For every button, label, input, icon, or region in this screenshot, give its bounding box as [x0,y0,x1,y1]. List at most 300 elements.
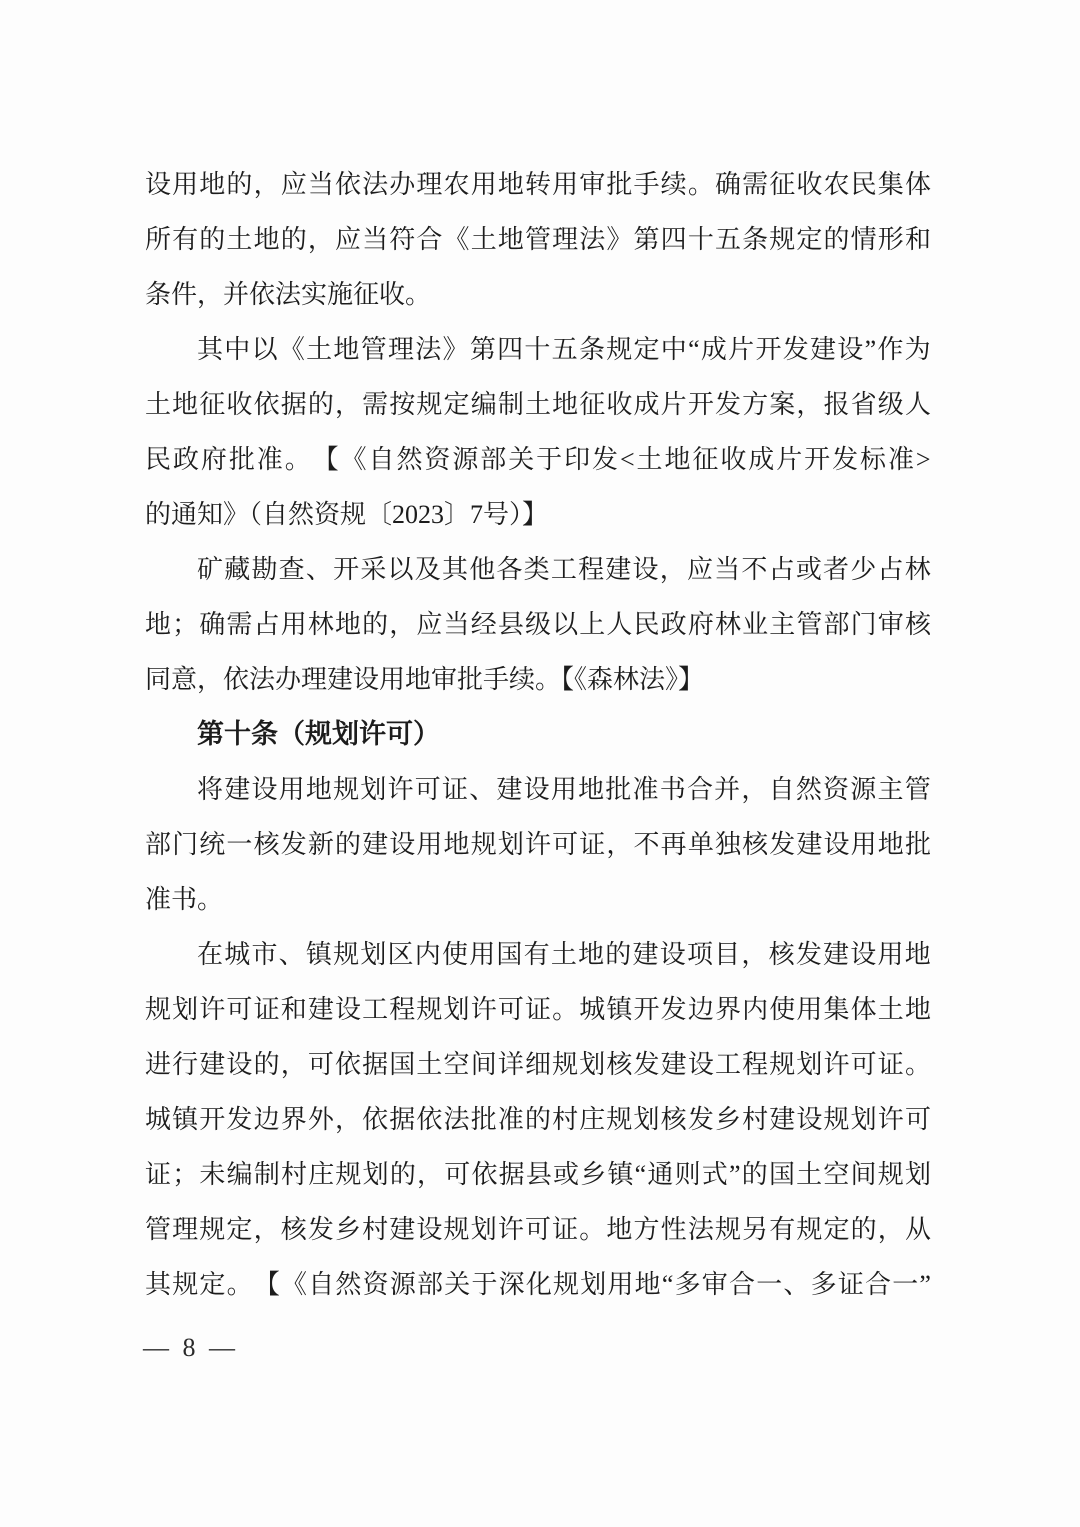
char: 政 [172,445,199,474]
char: 《 [340,445,367,474]
char: 进 [145,1050,172,1079]
char: 土 [524,390,551,419]
char: 案 [769,390,796,419]
char: 省 [850,390,877,419]
char: 批 [606,170,633,199]
char: 地 [199,170,226,199]
char: 标 [860,445,887,474]
char: 发 [832,445,859,474]
char: 级 [877,390,904,419]
char: 的 [199,225,226,254]
char: 国 [389,1050,416,1079]
char: 印 [564,445,591,474]
char: 民 [145,445,172,474]
char: 县 [497,610,524,639]
char: ， [334,1105,361,1134]
char: 开 [804,445,831,474]
char: 多 [674,1270,701,1299]
char: 条 [578,335,605,364]
char: 可 [524,1215,551,1244]
char: 式 [701,1160,728,1189]
char: 建 [660,1050,687,1079]
char: 设 [416,1215,443,1244]
char: 关 [508,445,535,474]
char: ， [606,830,633,859]
char: 开 [333,555,360,584]
char: 规 [552,1050,579,1079]
char: 土 [636,445,663,474]
char: 为 [904,335,931,364]
char: ” [729,1160,741,1189]
char: 建 [389,1215,416,1244]
char: ， [389,610,416,639]
char: 《 [281,1270,308,1299]
char: 细 [524,1050,551,1079]
char: 当 [362,225,389,254]
char: 用 [877,940,904,969]
char: 可 [904,1105,931,1134]
char: 府 [687,610,714,639]
char: 划 [497,830,524,859]
char: 规 [199,1215,226,1244]
char: 地 [904,995,931,1024]
char: 的 [253,1050,280,1079]
char: 按 [389,390,416,419]
char: 不 [633,830,660,859]
char: 上 [579,610,606,639]
char: 《 [278,335,305,364]
char: 主 [877,775,904,804]
char: 规 [877,1160,904,1189]
char: 类 [523,555,550,584]
char: ， [334,390,361,419]
char: 收 [606,390,633,419]
char: 有 [769,1215,796,1244]
char: 定 [443,390,470,419]
char: 设 [850,940,877,969]
char: 规 [470,830,497,859]
char: 划 [360,775,387,804]
char: 空 [443,1050,470,1079]
char: 制 [253,1160,280,1189]
char: 民 [850,170,877,199]
char: 四 [660,225,687,254]
char: 条 [742,225,769,254]
char: 建 [307,995,334,1024]
char: 地 [497,170,524,199]
char: ” [864,335,877,364]
char: 成 [633,390,660,419]
char: 【 [253,1270,280,1299]
char: 边 [253,1105,280,1134]
char: 政 [660,610,687,639]
char: 收 [226,390,253,419]
char: 以 [387,555,414,584]
char: 设 [145,170,172,199]
char: 人 [606,610,633,639]
char: 合 [686,775,713,804]
char: 五 [714,225,741,254]
char: 许 [497,1215,524,1244]
char: 地 [664,445,691,474]
footer-page-number: — 8 — [143,1333,235,1362]
char: 规 [606,1105,633,1134]
char: 用 [280,610,307,639]
char: 的 [524,1105,551,1134]
char: 发 [280,830,307,859]
char: 林 [904,555,931,584]
char: 、 [783,1270,810,1299]
char: 门 [172,830,199,859]
char: 收 [796,170,823,199]
char: 土 [877,995,904,1024]
char: 镇 [172,1105,199,1134]
char: 合 [865,1270,892,1299]
char: 和 [280,995,307,1024]
char: 征 [199,390,226,419]
char: 体 [850,995,877,1024]
char: 续 [660,170,687,199]
char: 规 [769,1050,796,1079]
char: 并 [714,775,741,804]
char: 工 [362,995,389,1024]
text-line [145,927,931,982]
char: 发 [633,1050,660,1079]
char: 于 [536,445,563,474]
char: 地 [877,830,904,859]
char: 城 [145,1105,172,1134]
char: 可 [226,995,253,1024]
char: 发 [714,390,741,419]
char: 庄 [308,1160,335,1189]
char: 划 [904,1160,931,1189]
char: 或 [795,555,822,584]
char: 规 [823,1105,850,1134]
text-line [145,157,931,212]
char: 审 [877,610,904,639]
char: 征 [692,445,719,474]
char: 土 [470,225,497,254]
char: 在 [197,940,224,969]
char: 需 [362,390,389,419]
char: 依 [471,1160,498,1189]
char: 中 [224,335,251,364]
char: 法 [443,1105,470,1134]
char: 主 [769,610,796,639]
char: 核 [253,830,280,859]
char: 第 [633,225,660,254]
char: 发 [307,1215,334,1244]
char: 确 [714,170,741,199]
text-line [145,597,931,652]
char: 区 [387,940,414,969]
char: 多 [810,1270,837,1299]
char: 城 [579,995,606,1024]
char: 五 [551,335,578,364]
char: 理 [416,170,443,199]
char: 新 [307,830,334,859]
char: 部 [480,445,507,474]
char: 庄 [579,1105,606,1134]
char: 空 [823,1160,850,1189]
char: 审 [579,170,606,199]
char: 资 [424,445,451,474]
char: 城 [224,940,251,969]
char: ， [253,170,280,199]
char: 划 [580,1270,607,1299]
char: 。 [284,445,311,474]
char: 》 [606,225,633,254]
char: > [915,445,931,474]
char: 自 [368,445,395,474]
article-heading: 第十条（规划许可） [197,719,440,749]
char: 源 [452,445,479,474]
char: 开 [687,390,714,419]
char: 批 [228,445,255,474]
char: 以 [251,335,278,364]
char: 用 [278,775,305,804]
char: 规 [333,775,360,804]
char: 设 [632,555,659,584]
char: 源 [850,775,877,804]
char: 可 [497,995,524,1024]
char: 集 [823,995,850,1024]
char: 程 [742,1050,769,1079]
char: 地 [578,775,605,804]
char: “ [634,1160,647,1189]
char: 地 [305,775,332,804]
char: 设 [837,335,864,364]
char: 自 [308,1270,335,1299]
char: 许 [387,775,414,804]
char: 发 [226,1105,253,1134]
text-line [145,322,931,377]
char: 建 [810,335,837,364]
char: 许 [470,995,497,1024]
text-line [145,1257,931,1312]
char: 发 [687,1105,714,1134]
char: 据 [280,390,307,419]
char: 规 [606,335,633,364]
char: 作 [877,335,904,364]
char: 设 [659,940,686,969]
char: 核 [742,830,769,859]
char: 定 [226,1215,253,1244]
char: 详 [497,1050,524,1079]
char: 证 [837,1270,864,1299]
text-line [145,1147,931,1202]
text-line: 同意，依法办理建设用地审批手续。【《森林法》】 [145,665,705,694]
char: 内 [414,940,441,969]
char: 设 [251,775,278,804]
char: 的 [389,1160,416,1189]
char: 地 [634,1270,661,1299]
char: 界 [714,995,741,1024]
char: 依 [334,170,361,199]
char: 管 [524,225,551,254]
char: 核 [768,940,795,969]
char: 界 [280,1105,307,1134]
char: 收 [720,445,747,474]
char: 经 [470,610,497,639]
char: 批 [605,775,632,804]
char: 规 [796,1215,823,1244]
char: 土 [306,335,333,364]
text-line: 准书。 [145,885,224,914]
char: 集 [877,170,904,199]
char: 独 [714,830,741,859]
char: 、 [278,940,305,969]
char: 土 [416,1050,443,1079]
char: 用 [607,1270,634,1299]
char: 管 [145,1215,172,1244]
char: 其 [145,1270,172,1299]
char: 少 [850,555,877,584]
char: 部 [145,830,172,859]
char: 的 [307,390,334,419]
char: 理 [552,225,579,254]
char: 的 [741,1160,768,1189]
char: 法 [415,335,442,364]
char: 证 [552,1215,579,1244]
char: 据 [498,1160,525,1189]
char: 程 [389,995,416,1024]
char: 【 [312,445,339,474]
char: 用 [416,830,443,859]
char: ， [307,225,334,254]
text-line [145,1092,931,1147]
char: 管 [360,335,387,364]
char: 人 [904,390,931,419]
char: 规 [416,995,443,1024]
char: 用 [552,170,579,199]
char: 当 [443,610,470,639]
char: 土 [796,1160,823,1189]
char: 部 [823,610,850,639]
char: 以 [552,610,579,639]
char: 规 [769,225,796,254]
char: 或 [553,1160,580,1189]
char: 间 [470,1050,497,1079]
char: 建 [605,555,632,584]
char: 编 [226,1160,253,1189]
char: 建 [224,775,251,804]
char: 统 [199,830,226,859]
char: 地 [552,390,579,419]
char: 可 [444,1160,471,1189]
char: < [619,445,635,474]
char: 证 [441,775,468,804]
char: 将 [197,775,224,804]
char: 外 [307,1105,334,1134]
char: 级 [524,610,551,639]
char: 林 [714,610,741,639]
char: 资 [362,1270,389,1299]
char: 部 [417,1270,444,1299]
char: 许 [199,995,226,1024]
char: 定 [796,225,823,254]
char: 单 [687,830,714,859]
char: 书 [659,775,686,804]
char: 开 [199,1105,226,1134]
char: 所 [145,225,172,254]
char: 然 [795,775,822,804]
text-line [145,377,931,432]
char: 。 [552,995,579,1024]
char: 形 [877,225,904,254]
char: 方 [742,390,769,419]
char: 地 [334,610,361,639]
char: 。 [579,1215,606,1244]
char: 镇 [305,940,332,969]
char: 其 [197,335,224,364]
char: 发 [592,445,619,474]
char: 地 [443,830,470,859]
document-body [145,157,931,1312]
char: 征 [579,390,606,419]
text-line [145,1037,931,1092]
char: 应 [334,225,361,254]
char: 许 [524,830,551,859]
char: 管 [904,775,931,804]
char: 然 [335,1270,362,1299]
char: 镇 [607,1160,634,1189]
char: 划 [360,940,387,969]
char: 的 [605,940,632,969]
char: 地 [904,940,931,969]
char: 建 [496,775,523,804]
char: 发 [769,830,796,859]
char: 开 [755,335,782,364]
char: ； [172,1160,199,1189]
char: ， [417,1160,444,1189]
char: 于 [471,1270,498,1299]
char: ， [659,555,686,584]
char: 制 [497,390,524,419]
char: 民 [633,610,660,639]
char: 《 [443,225,470,254]
char: 片 [728,335,755,364]
char: 合 [416,225,443,254]
char: 一 [756,1270,783,1299]
char: 查 [278,555,305,584]
char: ， [877,1215,904,1244]
char: 规 [335,1160,362,1189]
char: “ [661,1270,674,1299]
char: 乡 [334,1215,361,1244]
char: 需 [742,170,769,199]
char: 划 [443,995,470,1024]
char: 建 [199,1050,226,1079]
char: 有 [523,940,550,969]
char: 成 [748,445,775,474]
char: 。 [904,1050,931,1079]
char: 村 [552,1105,579,1134]
char: 、 [305,555,332,584]
char: 准 [497,1105,524,1134]
char: 工 [714,1050,741,1079]
char: 勘 [251,555,278,584]
char: 的 [823,225,850,254]
char: 准 [256,445,283,474]
char: 间 [850,1160,877,1189]
char: 他 [469,555,496,584]
char: 未 [199,1160,226,1189]
char: 设 [687,1050,714,1079]
char: 关 [444,1270,471,1299]
char: 程 [578,555,605,584]
char: 边 [687,995,714,1024]
